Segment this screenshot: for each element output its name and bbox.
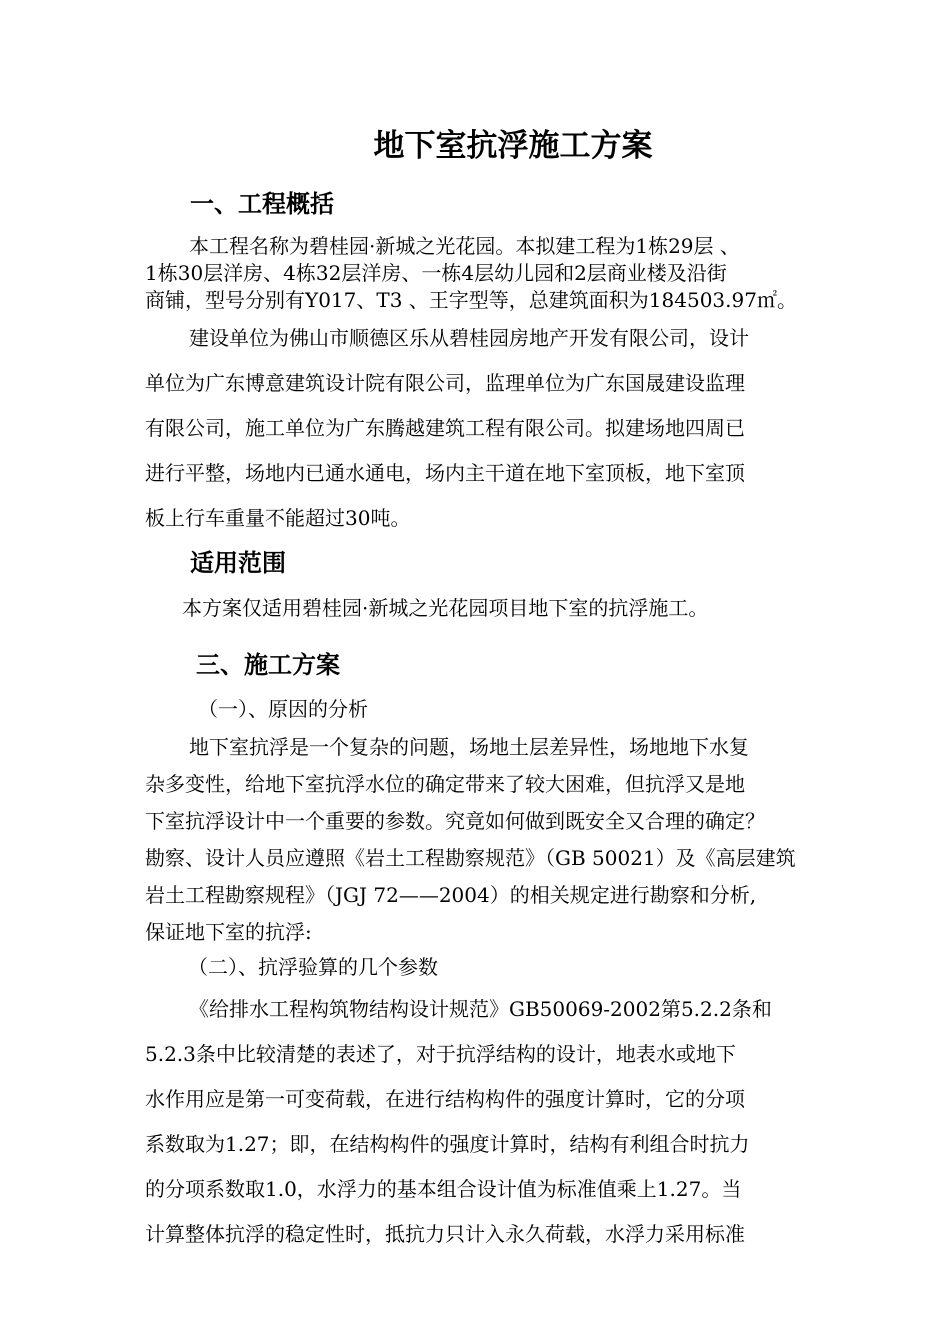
paragraph-line: 下室抗浮设计中一个重要的参数。究竟如何做到既安全又合理的确定？ bbox=[145, 809, 765, 833]
paragraph-line: 地下室抗浮是一个复杂的问题，场地土层差异性，场地地下水复 bbox=[189, 735, 749, 759]
section-heading-overview: 一、工程概括 bbox=[190, 190, 334, 218]
paragraph-line: 岩土工程勘察规程》（JGJ 72——2004）的相关规定进行勘察和分析, bbox=[145, 883, 757, 907]
paragraph-line: 商铺，型号分别有Y017、T3 、王字型等，总建筑面积为184503.97㎡。 bbox=[145, 288, 797, 312]
paragraph-line: 的分项系数取1.0，水浮力的基本组合设计值为标准值乘上1.27。当 bbox=[145, 1177, 742, 1201]
paragraph-cause-analysis bbox=[145, 729, 810, 951]
paragraph-parties bbox=[145, 316, 810, 541]
paragraph-line: 本工程名称为碧桂园·新城之光花园。本拟建工程为1栋29层 、 bbox=[189, 234, 740, 258]
subheading-cause-analysis: （一）、原因的分析 bbox=[198, 697, 368, 721]
paragraph-line: 1栋30层洋房、4栋32层洋房、一栋4层幼儿园和2层商业楼及沿街 bbox=[145, 261, 727, 285]
paragraph-line: 5.2.3条中比较清楚的表述了，对于抗浮结构的设计，地表水或地下 bbox=[145, 1042, 736, 1066]
paragraph-line: 进行平整，场地内已通水通电，场内主干道在地下室顶板，地下室顶 bbox=[145, 461, 745, 485]
paragraph-line: 《给排水工程构筑物结构设计规范》GB50069-2002第5.2.2条和 bbox=[189, 997, 772, 1021]
paragraph-line: 单位为广东博意建筑设计院有限公司，监理单位为广东国晟建设监理 bbox=[145, 371, 745, 395]
paragraph-project-name bbox=[145, 233, 810, 314]
paragraph-line: 勘察、设计人员应遵照《岩土工程勘察规范》（GB 50021）及《高层建筑 bbox=[145, 846, 796, 870]
paragraph-line: 有限公司，施工单位为广东腾越建筑工程有限公司。拟建场地四周已 bbox=[145, 416, 745, 440]
subheading-parameters: （二）、抗浮验算的几个参数 bbox=[188, 955, 438, 979]
paragraph-line: 系数取为1.27；即，在结构构件的强度计算时，结构有利组合时抗力 bbox=[145, 1132, 750, 1156]
paragraph-line: 计算整体抗浮的稳定性时，抵抗力只计入永久荷载，水浮力采用标准 bbox=[145, 1222, 745, 1246]
section-heading-construction-plan: 三、施工方案 bbox=[196, 651, 340, 679]
paragraph-scope: 本方案仅适用碧桂园·新城之光花园项目地下室的抗浮施工。 bbox=[182, 596, 709, 620]
paragraph-line: 保证地下室的抗浮: bbox=[145, 920, 312, 944]
document-title: 地下室抗浮施工方案 bbox=[373, 128, 653, 164]
paragraph-line: 板上行车重量不能超过30吨。 bbox=[145, 506, 411, 530]
paragraph-line: 杂多变性，给地下室抗浮水位的确定带来了较大困难，但抗浮又是地 bbox=[145, 772, 745, 796]
paragraph-line: 建设单位为佛山市顺德区乐从碧桂园房地产开发有限公司，设计 bbox=[189, 326, 749, 350]
paragraph-line: 水作用应是第一可变荷载，在进行结构构件的强度计算时，它的分项 bbox=[145, 1087, 745, 1111]
section-heading-scope: 适用范围 bbox=[190, 549, 286, 577]
paragraph-parameters bbox=[145, 987, 810, 1257]
